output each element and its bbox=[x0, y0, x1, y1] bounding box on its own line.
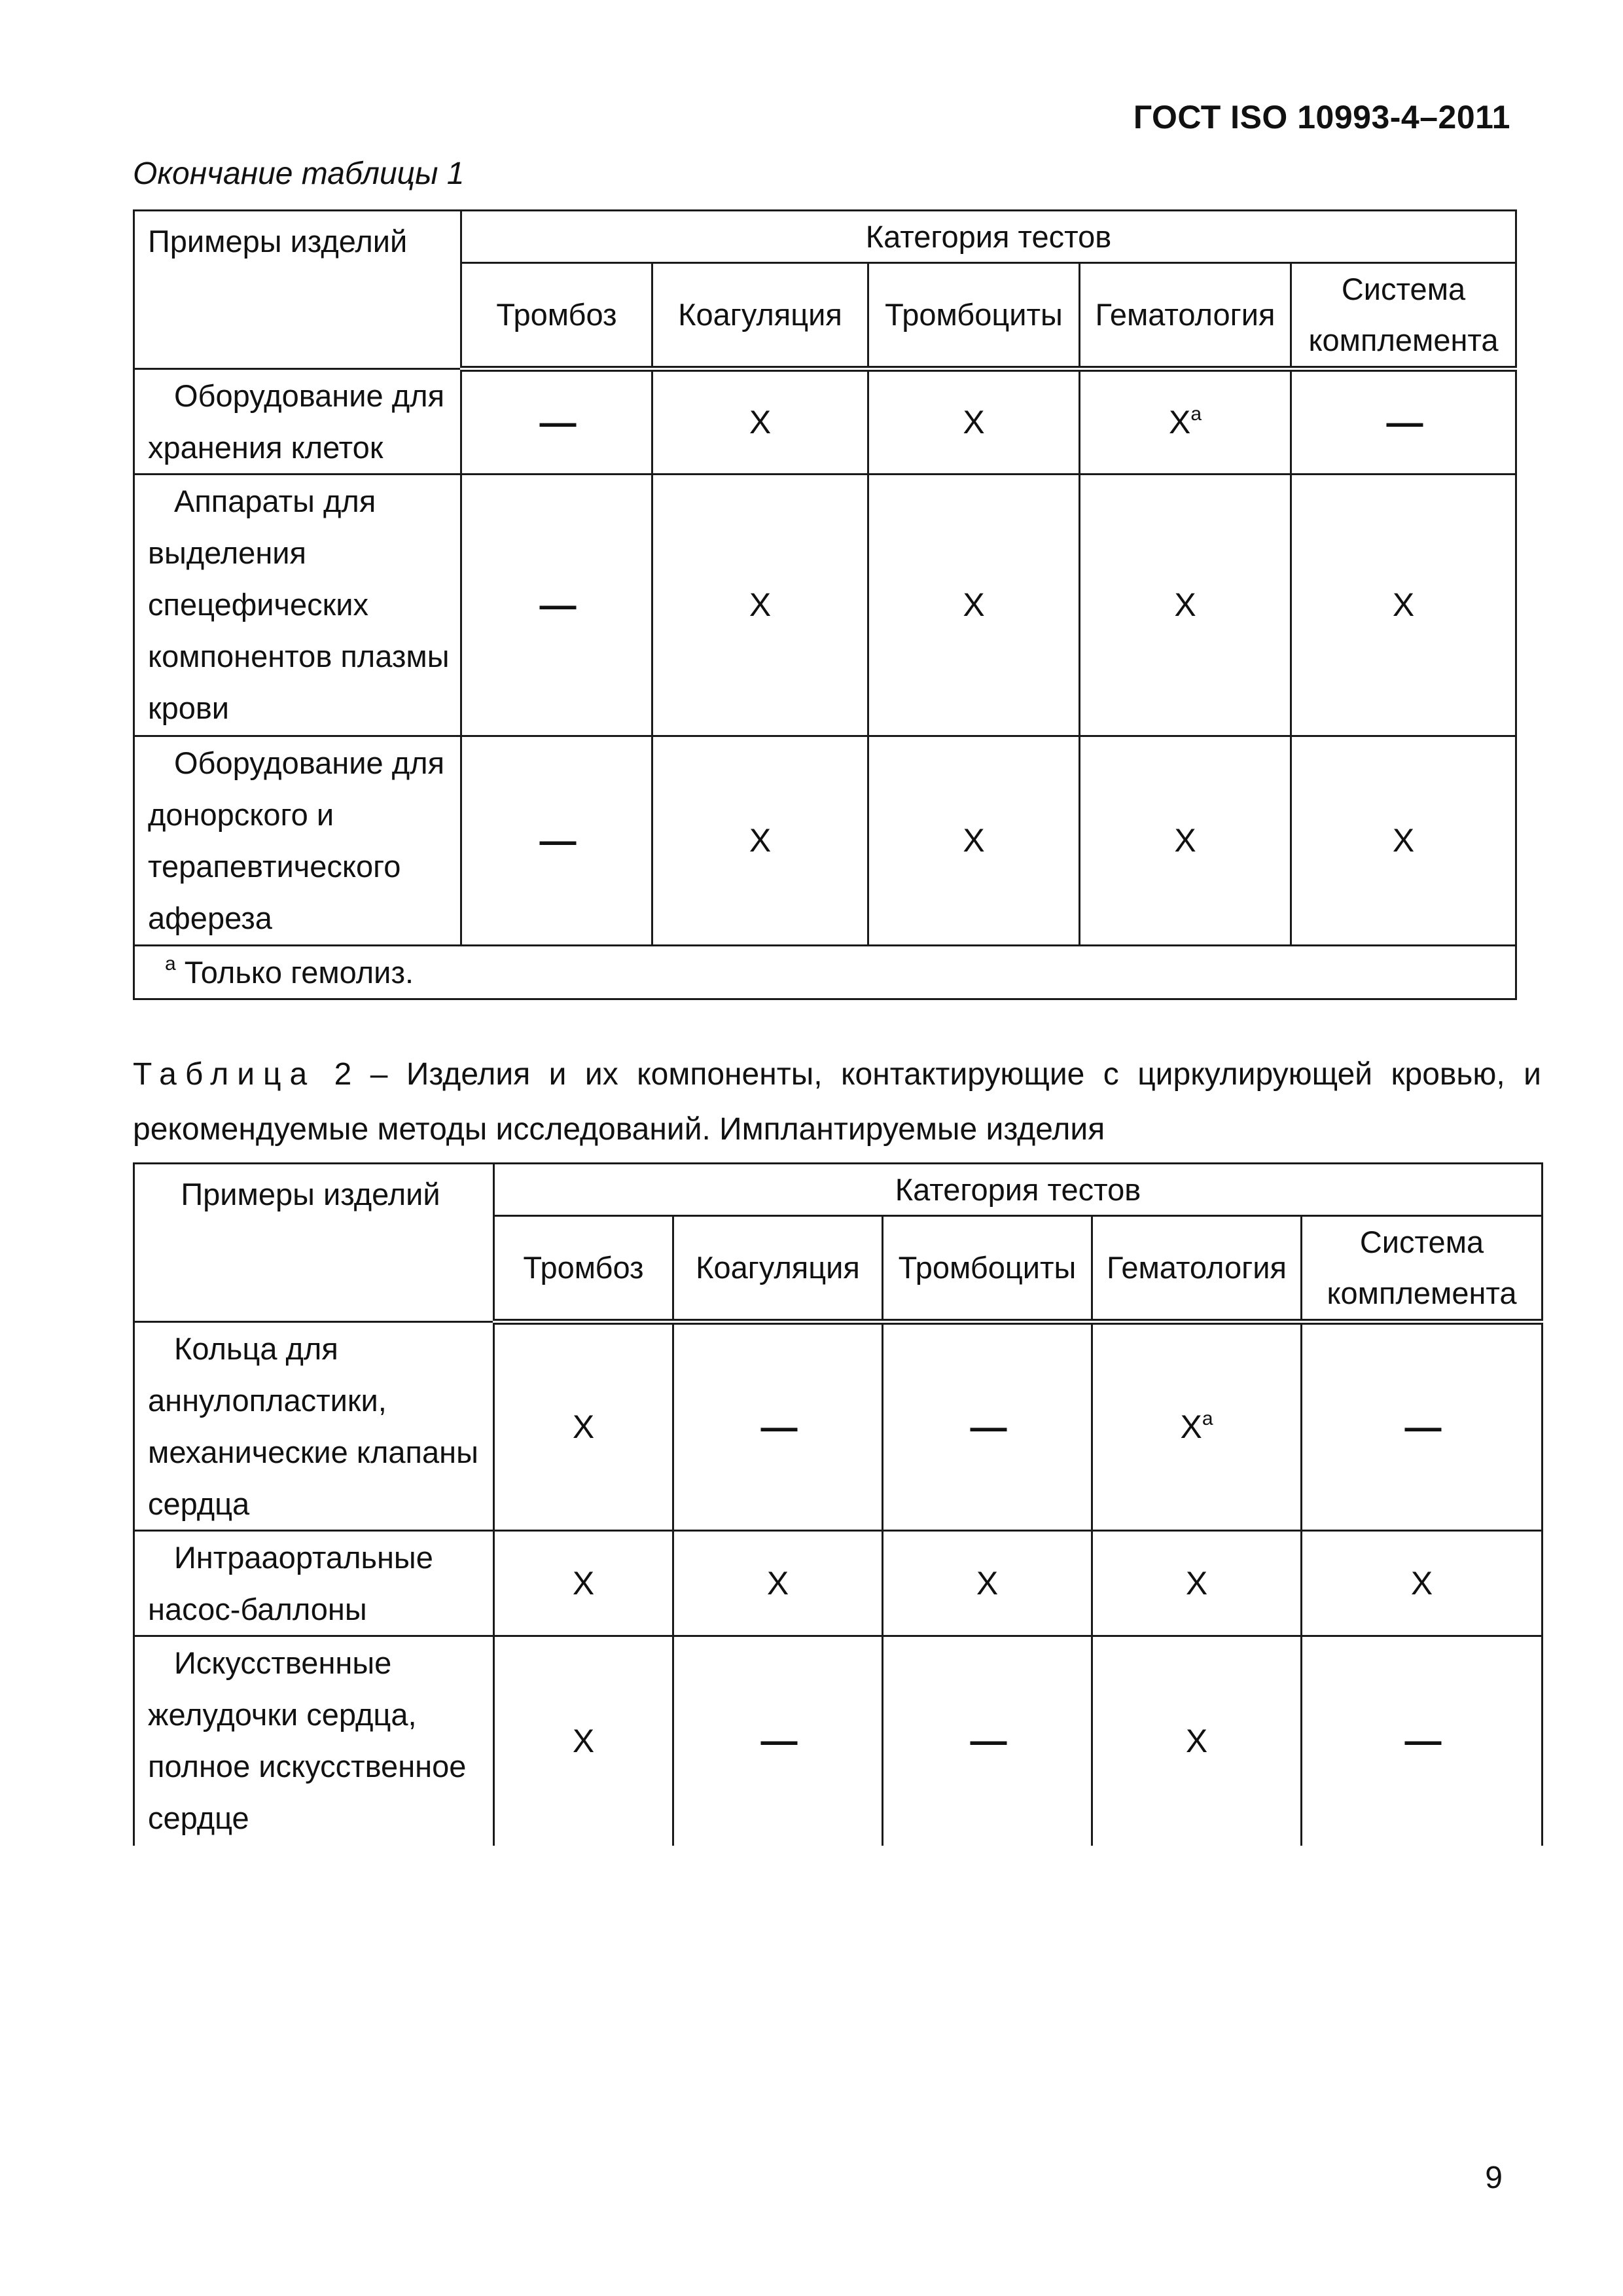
table-row bbox=[134, 1636, 1543, 1846]
cell-mark: X bbox=[1410, 1564, 1433, 1602]
table1-row-example bbox=[134, 475, 461, 736]
example-rest: выделения спецефических компонентов плазмы крови bbox=[148, 535, 450, 725]
cell-mark: X bbox=[963, 404, 985, 440]
table2-cell bbox=[1302, 1636, 1543, 1846]
table-row bbox=[134, 736, 1516, 946]
table2-row-example bbox=[134, 1322, 494, 1531]
table2-cell bbox=[1302, 1322, 1543, 1531]
example-rest: донорского и терапевтического афереза bbox=[148, 797, 401, 935]
cell-mark: — bbox=[1404, 1719, 1439, 1761]
example-rest: аннулопластики, механические клапаны сердца bbox=[148, 1383, 478, 1521]
table2-caption-label: Таблица bbox=[133, 1057, 316, 1092]
cell-mark: X bbox=[963, 586, 985, 623]
table1-cell bbox=[1291, 369, 1516, 475]
cell-mark: — bbox=[539, 401, 574, 442]
example-first-line: Оборудование для bbox=[174, 378, 445, 413]
table2-cell bbox=[673, 1636, 883, 1846]
footnote-ref: а bbox=[1190, 403, 1202, 425]
cell-mark: X bbox=[749, 586, 772, 623]
document-standard-header: ГОСТ ISO 10993-4–2011 bbox=[1133, 99, 1510, 135]
table1-column-header: Тромбоциты bbox=[868, 263, 1080, 369]
table1-examples-header: Примеры изделий bbox=[134, 211, 461, 369]
cell-mark: — bbox=[539, 583, 574, 625]
table-row bbox=[134, 369, 1516, 475]
table1-column-header: Система комплемента bbox=[1291, 263, 1516, 369]
table1-cell bbox=[652, 475, 868, 736]
table1-cell bbox=[461, 369, 652, 475]
cell-mark: X bbox=[1392, 822, 1415, 859]
table2-row-example bbox=[134, 1531, 494, 1636]
table2-column-header: Коагуляция bbox=[673, 1216, 883, 1322]
table2-category-header: Категория тестов bbox=[494, 1164, 1543, 1216]
table2-cell bbox=[673, 1322, 883, 1531]
example-first-line: Интрааортальные bbox=[174, 1540, 433, 1575]
table2-cell bbox=[494, 1636, 673, 1846]
table1-cell bbox=[1291, 736, 1516, 946]
table2-cell bbox=[494, 1531, 673, 1636]
table1 bbox=[133, 209, 1517, 1000]
cell-mark: X bbox=[1168, 404, 1191, 440]
table2-examples-header: Примеры изделий bbox=[134, 1164, 494, 1322]
table-row bbox=[134, 1322, 1543, 1531]
example-rest: желудочки сердца, полное искусственное сердце bbox=[148, 1697, 467, 1835]
example-rest: насос-баллоны bbox=[148, 1592, 367, 1626]
table2-column-header: Гематология bbox=[1092, 1216, 1302, 1322]
table1-continuation-caption: Окончание таблицы 1 bbox=[133, 156, 465, 191]
cell-mark: X bbox=[1392, 586, 1415, 623]
example-first-line: Искусственные bbox=[174, 1645, 392, 1680]
cell-mark: X bbox=[749, 822, 772, 859]
footnote-ref: а bbox=[1202, 1408, 1213, 1429]
footnote-text: Только гемолиз. bbox=[184, 954, 414, 990]
table1-column-header: Коагуляция bbox=[652, 263, 868, 369]
cell-mark: — bbox=[1404, 1405, 1439, 1447]
table-row bbox=[134, 475, 1516, 736]
cell-mark: X bbox=[749, 404, 772, 440]
cell-mark: X bbox=[963, 822, 985, 859]
table1-cell bbox=[652, 736, 868, 946]
example-first-line: Кольца для bbox=[174, 1331, 338, 1366]
table2-column-header: Система комплемента bbox=[1302, 1216, 1543, 1322]
table2-cell bbox=[883, 1322, 1092, 1531]
table1-cell bbox=[1080, 475, 1291, 736]
cell-mark: — bbox=[970, 1405, 1005, 1447]
table2-cell bbox=[883, 1636, 1092, 1846]
table2-cell bbox=[883, 1531, 1092, 1636]
table2-column-header: Тромбоциты bbox=[883, 1216, 1092, 1322]
cell-mark: — bbox=[760, 1405, 795, 1447]
table1-cell bbox=[1080, 736, 1291, 946]
table1-column-header: Гематология bbox=[1080, 263, 1291, 369]
page-number: 9 bbox=[1485, 2161, 1503, 2195]
table1-row-example bbox=[134, 369, 461, 475]
table1-cell bbox=[652, 369, 868, 475]
cell-mark: X bbox=[976, 1564, 999, 1602]
cell-mark: X bbox=[1180, 1408, 1202, 1445]
table1-cell bbox=[1080, 369, 1291, 475]
table1-cell bbox=[868, 736, 1080, 946]
table2-row-example bbox=[134, 1636, 494, 1846]
table1-category-header: Категория тестов bbox=[461, 211, 1516, 263]
footnote-mark: а bbox=[165, 952, 176, 975]
table2-cell bbox=[1302, 1531, 1543, 1636]
table2-cell bbox=[673, 1531, 883, 1636]
table1-cell bbox=[461, 475, 652, 736]
table2-caption bbox=[133, 1047, 1541, 1157]
table2-cell bbox=[1092, 1322, 1302, 1531]
example-first-line: Оборудование для bbox=[174, 745, 445, 780]
table1-cell bbox=[868, 475, 1080, 736]
cell-mark: X bbox=[1174, 586, 1196, 623]
example-first-line: Аппараты для bbox=[174, 484, 376, 518]
cell-mark: X bbox=[572, 1722, 595, 1759]
table1-cell bbox=[1291, 475, 1516, 736]
table2-cell bbox=[1092, 1636, 1302, 1846]
table2-cell bbox=[1092, 1531, 1302, 1636]
table-row bbox=[134, 1531, 1543, 1636]
cell-mark: X bbox=[766, 1564, 789, 1602]
cell-mark: X bbox=[572, 1408, 595, 1445]
cell-mark: X bbox=[572, 1564, 595, 1602]
cell-mark: X bbox=[1174, 822, 1196, 859]
table1-cell bbox=[461, 736, 652, 946]
cell-mark: — bbox=[539, 819, 574, 861]
table1-column-header: Тромбоз bbox=[461, 263, 652, 369]
table1-cell bbox=[868, 369, 1080, 475]
cell-mark: X bbox=[1185, 1722, 1208, 1759]
table2-caption-text: 2 – Изделия и их компоненты, контактирующие с циркулирующей кровью, и рекомендуемые методы исследований. Имплантируемые изделия bbox=[133, 1057, 1541, 1147]
table2 bbox=[133, 1162, 1543, 1846]
cell-mark: — bbox=[1386, 401, 1421, 442]
cell-mark: X bbox=[1185, 1564, 1208, 1602]
table1-row-example bbox=[134, 736, 461, 946]
table2-column-header: Тромбоз bbox=[494, 1216, 673, 1322]
table2-cell bbox=[494, 1322, 673, 1531]
cell-mark: — bbox=[760, 1719, 795, 1761]
cell-mark: — bbox=[970, 1719, 1005, 1761]
table1-footnote bbox=[134, 946, 1516, 999]
example-rest: хранения клеток bbox=[148, 430, 383, 465]
